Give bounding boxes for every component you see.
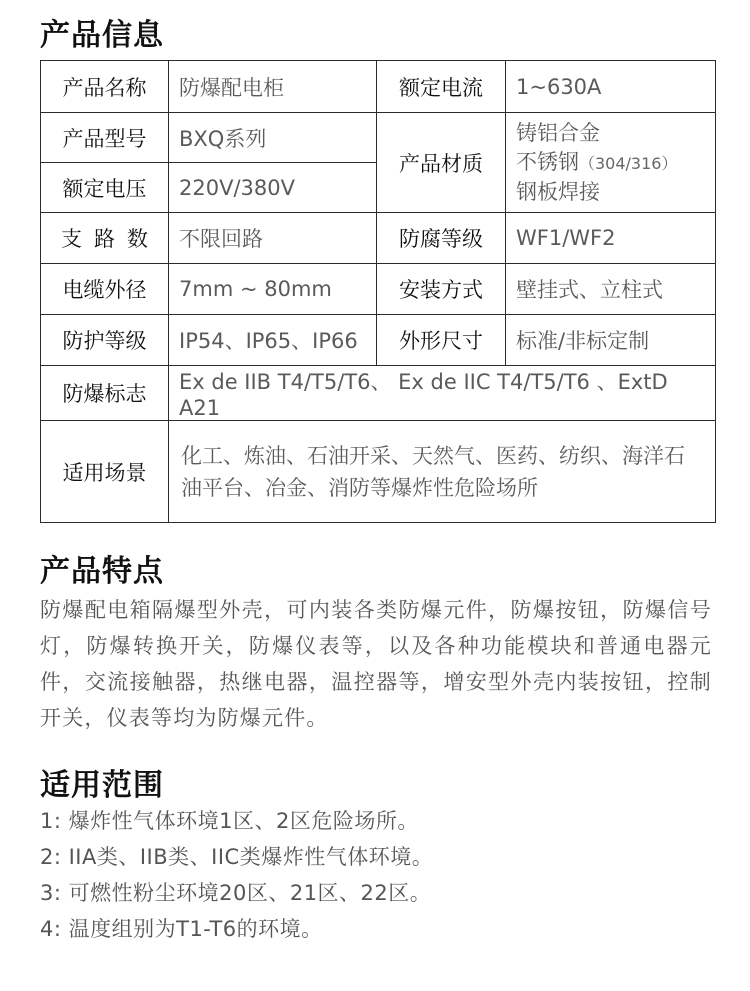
cable-label: 电缆外径	[41, 264, 169, 315]
list-item: 2: IIA类、IIB类、IIC类爆炸性气体环境。	[40, 845, 434, 869]
product-features-title: 产品特点	[40, 554, 164, 589]
material-note: （304/316）	[579, 153, 678, 173]
product-info-title: 产品信息	[40, 18, 164, 53]
table-row	[41, 315, 716, 366]
voltage-value: 220V/380V	[169, 163, 377, 213]
table-row	[41, 366, 716, 421]
material-label: 产品材质	[377, 113, 506, 213]
current-label: 额定电流	[377, 61, 506, 113]
corrosion-label: 防腐等级	[377, 213, 506, 264]
material-line: 钢板焊接	[516, 179, 600, 204]
usage-label: 适用场景	[41, 421, 169, 523]
model-label: 产品型号	[41, 113, 169, 163]
list-item: 3: 可燃性粉尘环境20区、21区、22区。	[40, 881, 432, 905]
table-row	[41, 421, 716, 523]
install-value: 壁挂式、立柱式	[506, 264, 716, 315]
table-row	[41, 113, 716, 163]
protection-value: IP54、IP65、IP66	[169, 315, 377, 366]
table-row	[41, 264, 716, 315]
scope-list	[40, 803, 712, 947]
branch-value: 不限回路	[169, 213, 377, 264]
protection-label: 防护等级	[41, 315, 169, 366]
name-value: 防爆配电柜	[169, 61, 377, 113]
corrosion-value: WF1/WF2	[506, 213, 716, 264]
name-label: 产品名称	[41, 61, 169, 113]
branch-label: 支路数	[41, 213, 169, 264]
usage-value: 化工、炼油、石油开采、天然气、医药、纺织、海洋石油平台、冶金、消防等爆炸性危险场所	[169, 421, 716, 523]
list-item: 1: 爆炸性气体环境1区、2区危险场所。	[40, 809, 419, 833]
features-paragraph: 防爆配电箱隔爆型外壳，可内装各类防爆元件，防爆按钮，防爆信号灯，防爆转换开关，防爆仪表等，以及各种功能模块和普通电器元件，交流接触器，热继电器，温控器等，增安型外壳内装按钮，控制开关，仪表等均为防爆元件。	[40, 598, 712, 730]
exmark-value: Ex de IIB T4/T5/T6、 Ex de IIC T4/T5/T6 、ExtD A21	[169, 366, 716, 421]
list-item: 4: 温度组别为T1-T6的环境。	[40, 917, 323, 941]
table-row	[41, 213, 716, 264]
size-value: 标准/非标定制	[506, 315, 716, 366]
install-label: 安装方式	[377, 264, 506, 315]
size-label: 外形尺寸	[377, 315, 506, 366]
material-line-text: 不锈钢	[516, 149, 579, 174]
voltage-label: 额定电压	[41, 163, 169, 213]
material-line: 铸铝合金	[516, 120, 600, 145]
current-value: 1~630A	[506, 61, 716, 113]
spec-table	[40, 60, 716, 523]
material-value	[506, 113, 716, 213]
model-value: BXQ系列	[169, 113, 377, 163]
table-row	[41, 61, 716, 113]
material-line	[516, 148, 715, 178]
cable-value: 7mm ~ 80mm	[169, 264, 377, 315]
scope-title: 适用范围	[40, 768, 164, 803]
exmark-label: 防爆标志	[41, 366, 169, 421]
